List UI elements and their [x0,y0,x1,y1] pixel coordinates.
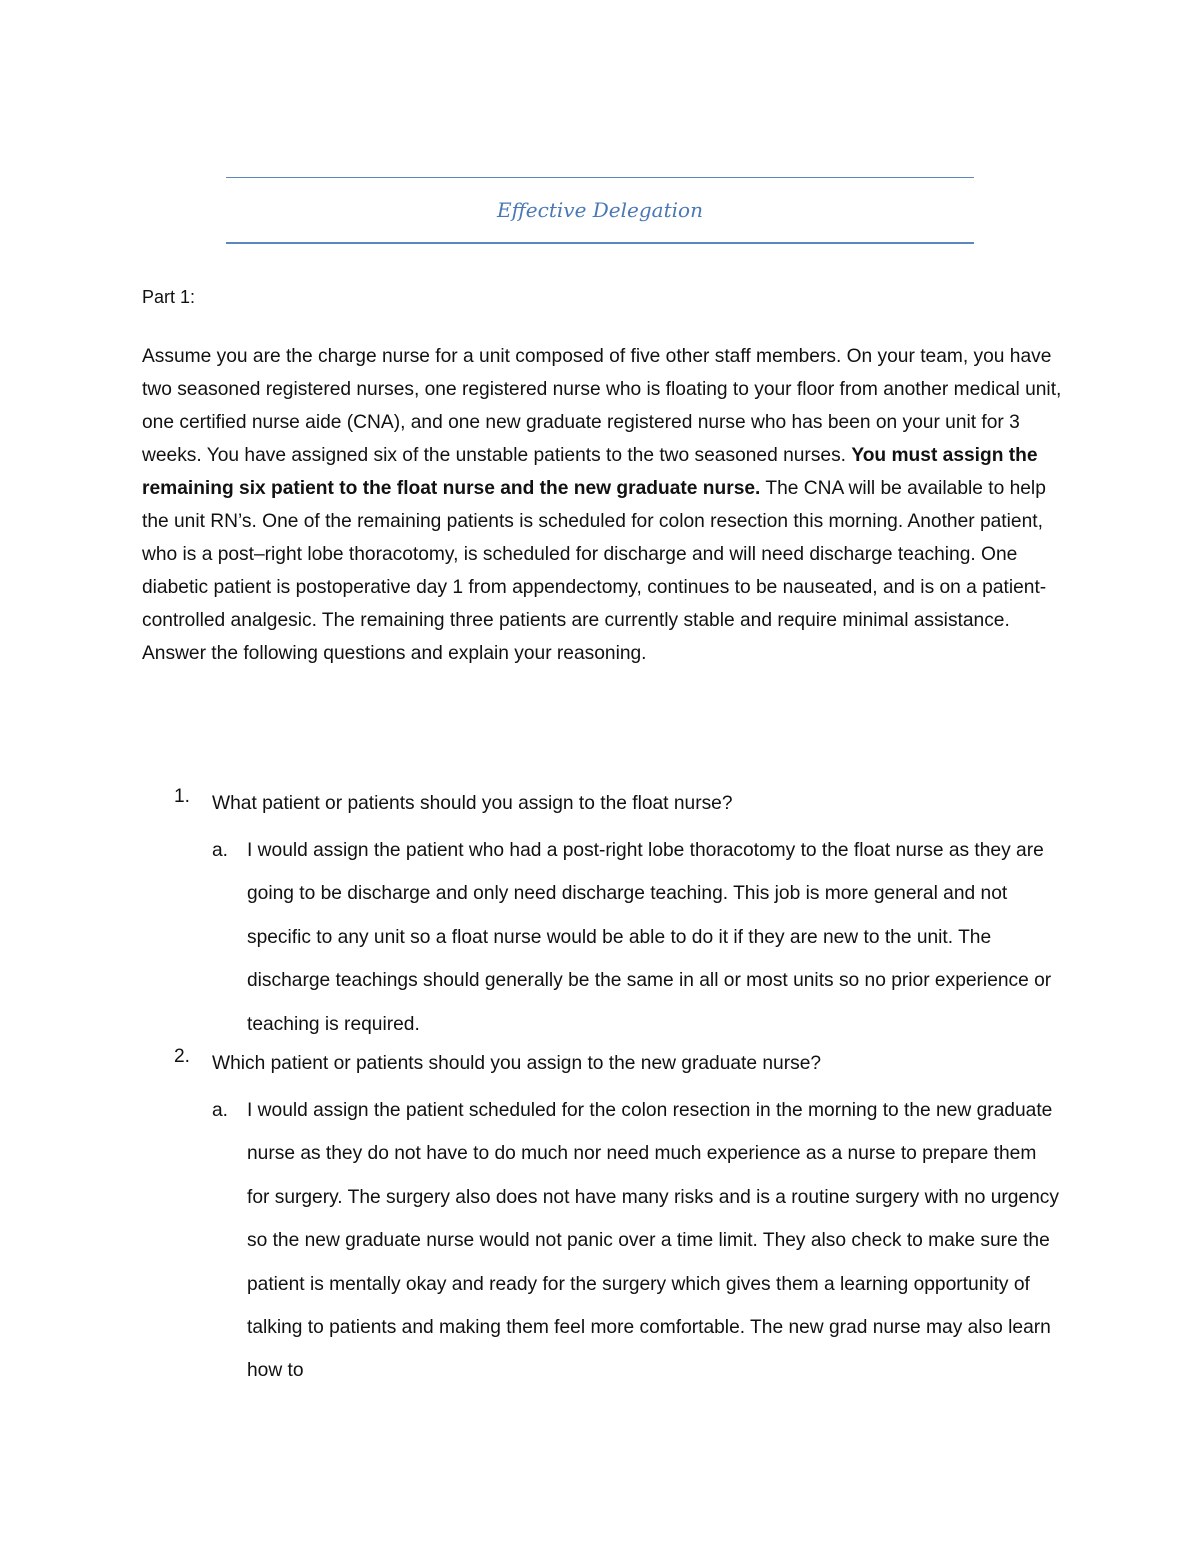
question-item [142,1046,1062,1393]
document-title: Effective Delegation [497,198,703,222]
answer-item [212,1089,1062,1393]
question-text: What patient or patients should you assign to the float nurse? [212,793,733,814]
question-list [142,786,1062,1393]
answer-letter: a. [212,1100,229,1122]
answer-text: I would assign the patient scheduled for the colon resection in the morning to the new graduate nurse as they do not have to do much nor need much experience as a nurse to prepare them for surgery. The surgery also does not have many risks and is a routine surgery with no urgency so the new graduate nurse would not panic over a time limit. They also check to make sure the patient is mentally okay and ready for the surgery which gives them a learning opportunity of talking to patients and making them feel more comfortable. The new grad nurse may also learn how to [247,1100,1059,1382]
answer-letter: a. [212,840,229,861]
question-text: Which patient or patients should you assign to the new graduate nurse? [212,1053,822,1075]
part-label: Part 1: [142,287,196,307]
answer-item [212,829,1062,1046]
title-rule-top [226,177,974,178]
answer-text: I would assign the patient who had a post-right lobe thoracotomy to the float nurse as they are going to be discharge and only need discharge teaching. This job is more general and not specific to any unit so a float nurse would be able to do it if they are new to the unit. The discharge teachings should generally be the same in all or most units so no prior experience or teaching is required. [247,840,1052,1035]
intro-text-end: The CNA will be available to help the unit RN’s. One of the remaining patients is scheduled for colon resection this morning. Another patient, who is a post–right lobe thoracotomy, is scheduled for discharge and will need discharge teaching. One diabetic patient is postoperative day 1 from appendectomy, continues to be nauseated, and is on a patient-controlled analgesic. The remaining three patients are currently stable and require minimal assistance. Answer the following questions and explain your reasoning. [142,478,1047,664]
intro-text-bold: You must assign the remaining six patient to the float nurse and the new graduate nurse. [142,445,1038,499]
question-number: 2. [174,1046,191,1068]
question-item [142,786,1062,1046]
intro-text-start: Assume you are the charge nurse for a unit composed of five other staff members. On your team, you have two seasoned registered nurses, one registered nurse who is floating to your floor from another medical unit, one certified nurse aide (CNA), and one new graduate registered nurse who has been on your unit for 3 weeks. You have assigned six of the unstable patients to the two seasoned nurses. [142,346,1062,466]
title-rule-bottom [226,242,974,244]
question-number: 1. [174,786,191,807]
intro-paragraph [142,340,1062,670]
